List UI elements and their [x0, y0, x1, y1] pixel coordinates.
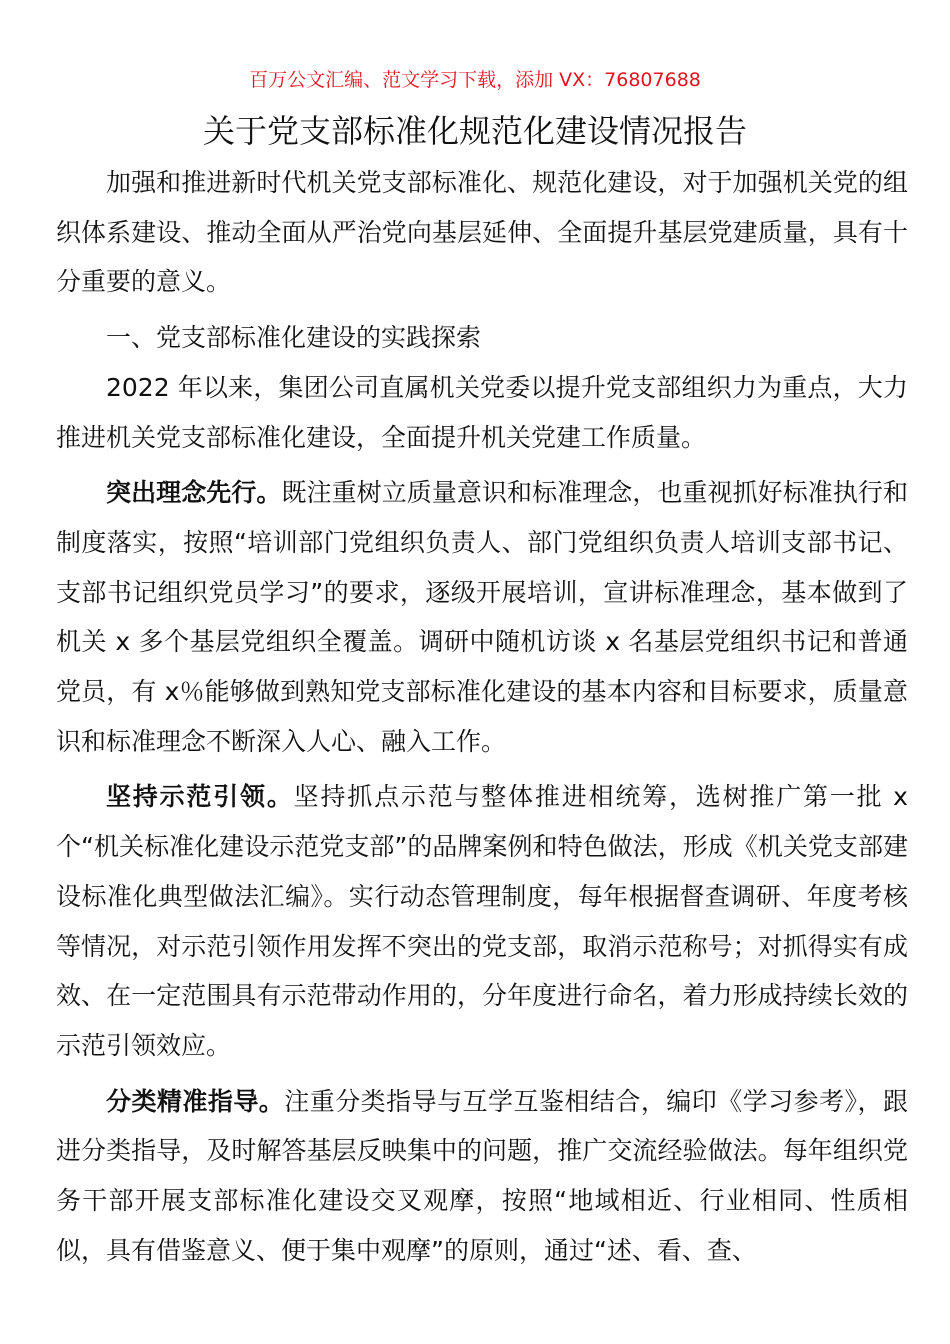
paragraph-overview [56, 363, 908, 462]
document-title: 关于党支部标准化规范化建设情况报告 [202, 112, 747, 150]
paragraph-demonstration [56, 772, 908, 1070]
paragraph-concept-first [56, 468, 908, 766]
paragraph-text: 加强和推进新时代机关党支部标准化、规范化建设，对于加强机关党的组织体系建设、推动全面从严治党向基层延伸、全面提升基层党建质量，具有十分重要的意义。 [56, 168, 908, 297]
paragraph-text: 既注重树立质量意识和标准理念，也重视抓好标准执行和制度落实，按照“培训部门党组织负责人、部门党组织负责人培训支部书记、支部书记组织党员学习”的要求，逐级开展培训，宣讲标准理念，基本做到了机关 x 多个基层党组织全覆盖。调研中随机访谈 x 名基层党组织书记和普通党员，有 x％能够做到熟知党支部标准化建设的基本内容和目标要求，质量意识和标准理念不断深入人心、融入工作。 [56, 478, 908, 756]
paragraph-lead: 分类精准指导。 [106, 1086, 285, 1116]
header-watermark-note: 百万公文汇编、范文学习下载，添加 VX：76807688 [249, 69, 701, 91]
document-body [56, 158, 908, 1275]
paragraph-intro [56, 158, 908, 307]
section-heading-text: 一、党支部标准化建设的实践探索 [106, 323, 482, 353]
paragraph-text: 2022 年以来，集团公司直属机关党委以提升党支部组织力为重点，大力推进机关党支部标准化建设，全面提升机关党建工作质量。 [56, 372, 908, 452]
section-heading [56, 313, 908, 363]
paragraph-lead: 坚持示范引领。 [106, 782, 294, 812]
paragraph-text: 注重分类指导与互学互鉴相结合，编印《学习参考》，跟进分类指导，及时解答基层反映集中的问题，推广交流经验做法。每年组织党务干部开展支部标准化建设交叉观摩，按照“地域相近、行业相同、性质相似，具有借鉴意义、便于集中观摩”的原则，通过“述、看、查、 [56, 1086, 908, 1265]
paragraph-guidance [56, 1077, 908, 1276]
paragraph-lead: 突出理念先行。 [106, 478, 282, 508]
paragraph-text: 坚持抓点示范与整体推进相统筹，选树推广第一批 x 个“机关标准化建设示范党支部”的品牌案例和特色做法，形成《机关党支部建设标准化典型做法汇编》。实行动态管理制度，每年根据督查调研、年度考核等情况，对示范引领作用发挥不突出的党支部，取消示范称号；对抓得实有成效、在一定范围具有示范带动作用的，分年度进行命名，着力形成持续长效的示范引领效应。 [56, 782, 908, 1060]
